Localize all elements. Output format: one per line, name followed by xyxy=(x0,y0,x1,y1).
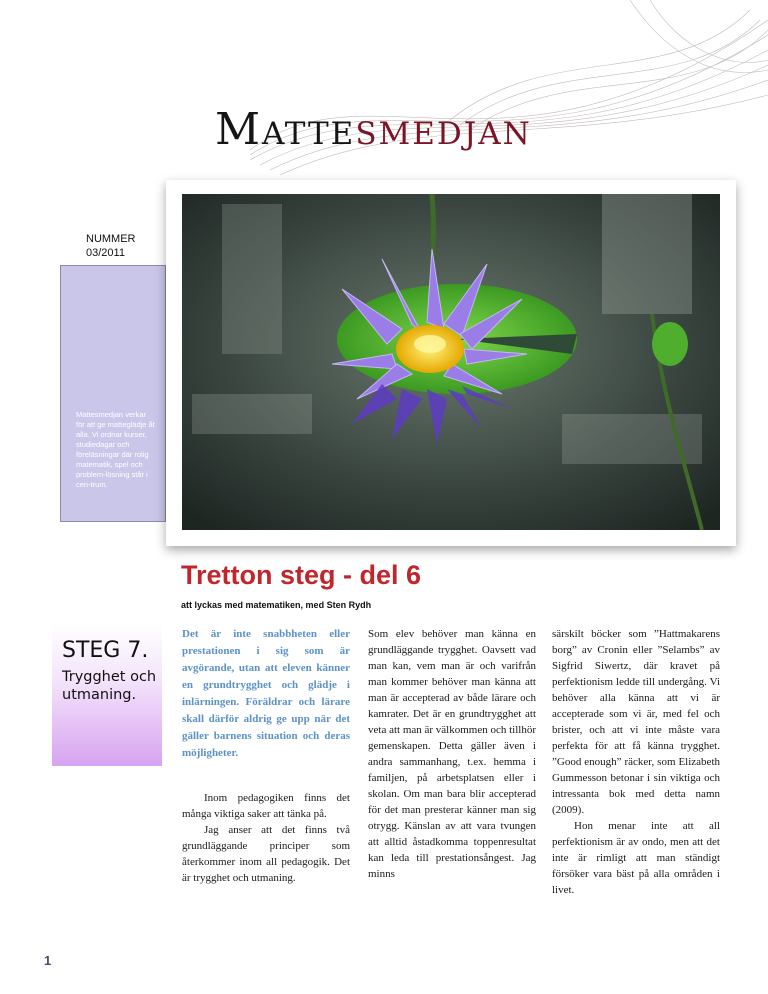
issue-label xyxy=(86,232,136,260)
paragraph: Hon menar inte att all perfektionism är av ondo, men att det inte är rimligt att man ständigt försöker vara bäst på alla områden i livet. xyxy=(552,820,720,896)
sidebar-text: Mattesmedjan verkar för att ge matteglädje åt alla. Vi ordnar kurser, studiedagar och föreläsningar där rolig matematik, spel och problem-lösning står i cen-trum. xyxy=(76,410,155,489)
paragraph: Som elev behöver man känna en grundläggande trygghet. Oavsett vad man kan, vem man är och varifrån man kommer behöver man känna att man är accepterad av både lärare och kamrater. Det är en grundtrygghet att veta att man är välkommen och tillhör gemenskapen. Detta gäller även i andra sammanhang, t.ex. hemma i familjen, på arbetsplatsen eller i skolan. Om man bara blir accepterad för det man presterar känner man sig otrygg. Känslan av att vara tvungen att alltid åstadkomma toppenresultat kan leda till prestationsångest. Jag minns xyxy=(368,628,537,880)
water-lily-photo xyxy=(166,180,736,546)
paragraph: Jag anser att det finns två grundläggande principer som återkommer inom all pedagogik. Det är trygghet och utmaning. xyxy=(182,824,350,884)
article-subtitle: att lyckas med matematiken, med Sten Rydh xyxy=(181,600,372,610)
paragraph: särskilt böcker som ”Hattmakarens borg” av Cronin eller ”Selambs” av Sigfrid Siwertz, där kravet på perfektionism ledde till undergång. Vi behöver alla känna att vi är accepterade som vi är, med fel och brister, och att vi inte måste vara perfekta för att få känna trygghet. ”Good enough” räcker, som Elizabeth Gummesson betonar i sin viktiga och intressanta bok med detta namn (2009). xyxy=(552,628,720,816)
issue-line1: NUMMER xyxy=(86,233,136,245)
masthead-part1: Matte xyxy=(215,104,356,155)
column-3 xyxy=(552,626,720,898)
masthead-title xyxy=(215,104,532,155)
lead-paragraph: Det är inte snabbheten eller prestationen i sig som är avgörande, utan att eleven känner en grundtrygghet och glädje i inlärningen. Föräldrar och lärare skall därför aldrig ge upp när det gäller barnens situation och deras möjligheter. xyxy=(182,628,350,759)
issue-line2: 03/2011 xyxy=(86,247,125,259)
step-title: STEG 7. xyxy=(62,638,149,663)
column-1 xyxy=(182,790,350,886)
step-subtitle: Trygghet och utmaning. xyxy=(62,669,157,703)
masthead-part2: smedjan xyxy=(355,104,532,155)
decorative-swirl xyxy=(250,0,768,200)
column-2 xyxy=(368,626,536,882)
page-number: 1 xyxy=(44,953,52,968)
paragraph: Inom pedagogiken finns det många viktiga saker att tänka på. xyxy=(182,792,350,820)
article-title: Tretton steg - del 6 xyxy=(181,560,422,590)
